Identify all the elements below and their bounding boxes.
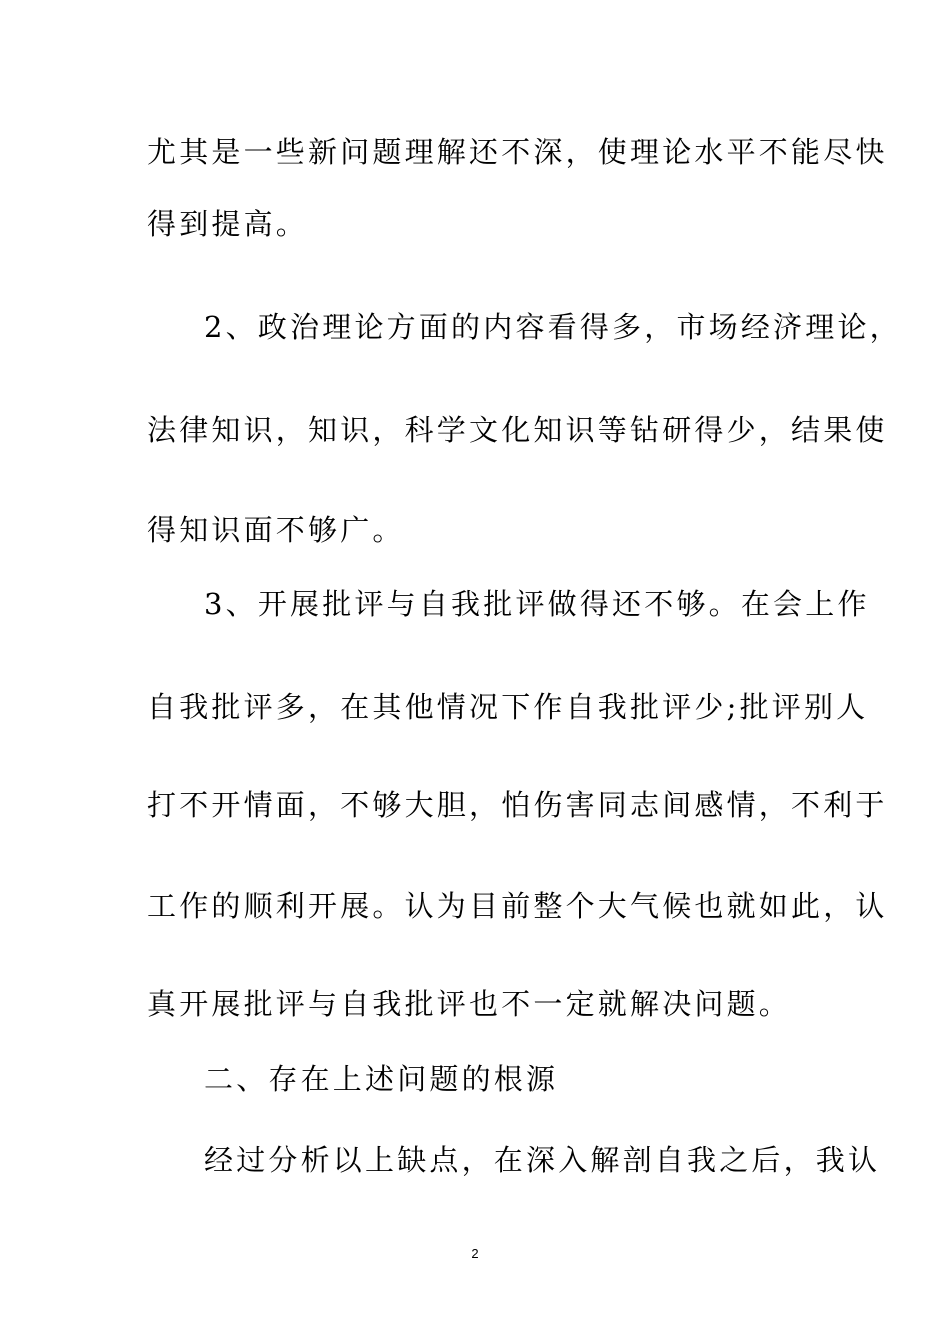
body-text-line: 打不开情面，不够大胆，怕伤害同志间感情，不利于 bbox=[147, 788, 888, 822]
body-text-line: 自我批评多，在其他情况下作自我批评少;批评别人 bbox=[147, 690, 869, 724]
section-heading: 二、存在上述问题的根源 bbox=[204, 1062, 559, 1096]
body-text-line: 工作的顺利开展。认为目前整个大气候也就如此，认 bbox=[147, 889, 888, 923]
body-text-line: 真开展批评与自我批评也不一定就解决问题。 bbox=[147, 987, 792, 1021]
body-text-line: 2、政治理论方面的内容看得多，市场经济理论， bbox=[204, 310, 902, 344]
body-text-line: 得知识面不够广。 bbox=[147, 513, 405, 547]
body-text-line: 经过分析以上缺点，在深入解剖自我之后，我认 bbox=[204, 1143, 881, 1177]
body-text-line: 得到提高。 bbox=[147, 207, 309, 241]
body-text-line: 尤其是一些新问题理解还不深，使理论水平不能尽快 bbox=[147, 135, 888, 169]
page-number: 2 bbox=[471, 1246, 479, 1261]
body-text-line: 3、开展批评与自我批评做得还不够。在会上作 bbox=[204, 587, 870, 621]
body-text-line: 法律知识，知识，科学文化知识等钻研得少，结果使 bbox=[147, 413, 888, 447]
